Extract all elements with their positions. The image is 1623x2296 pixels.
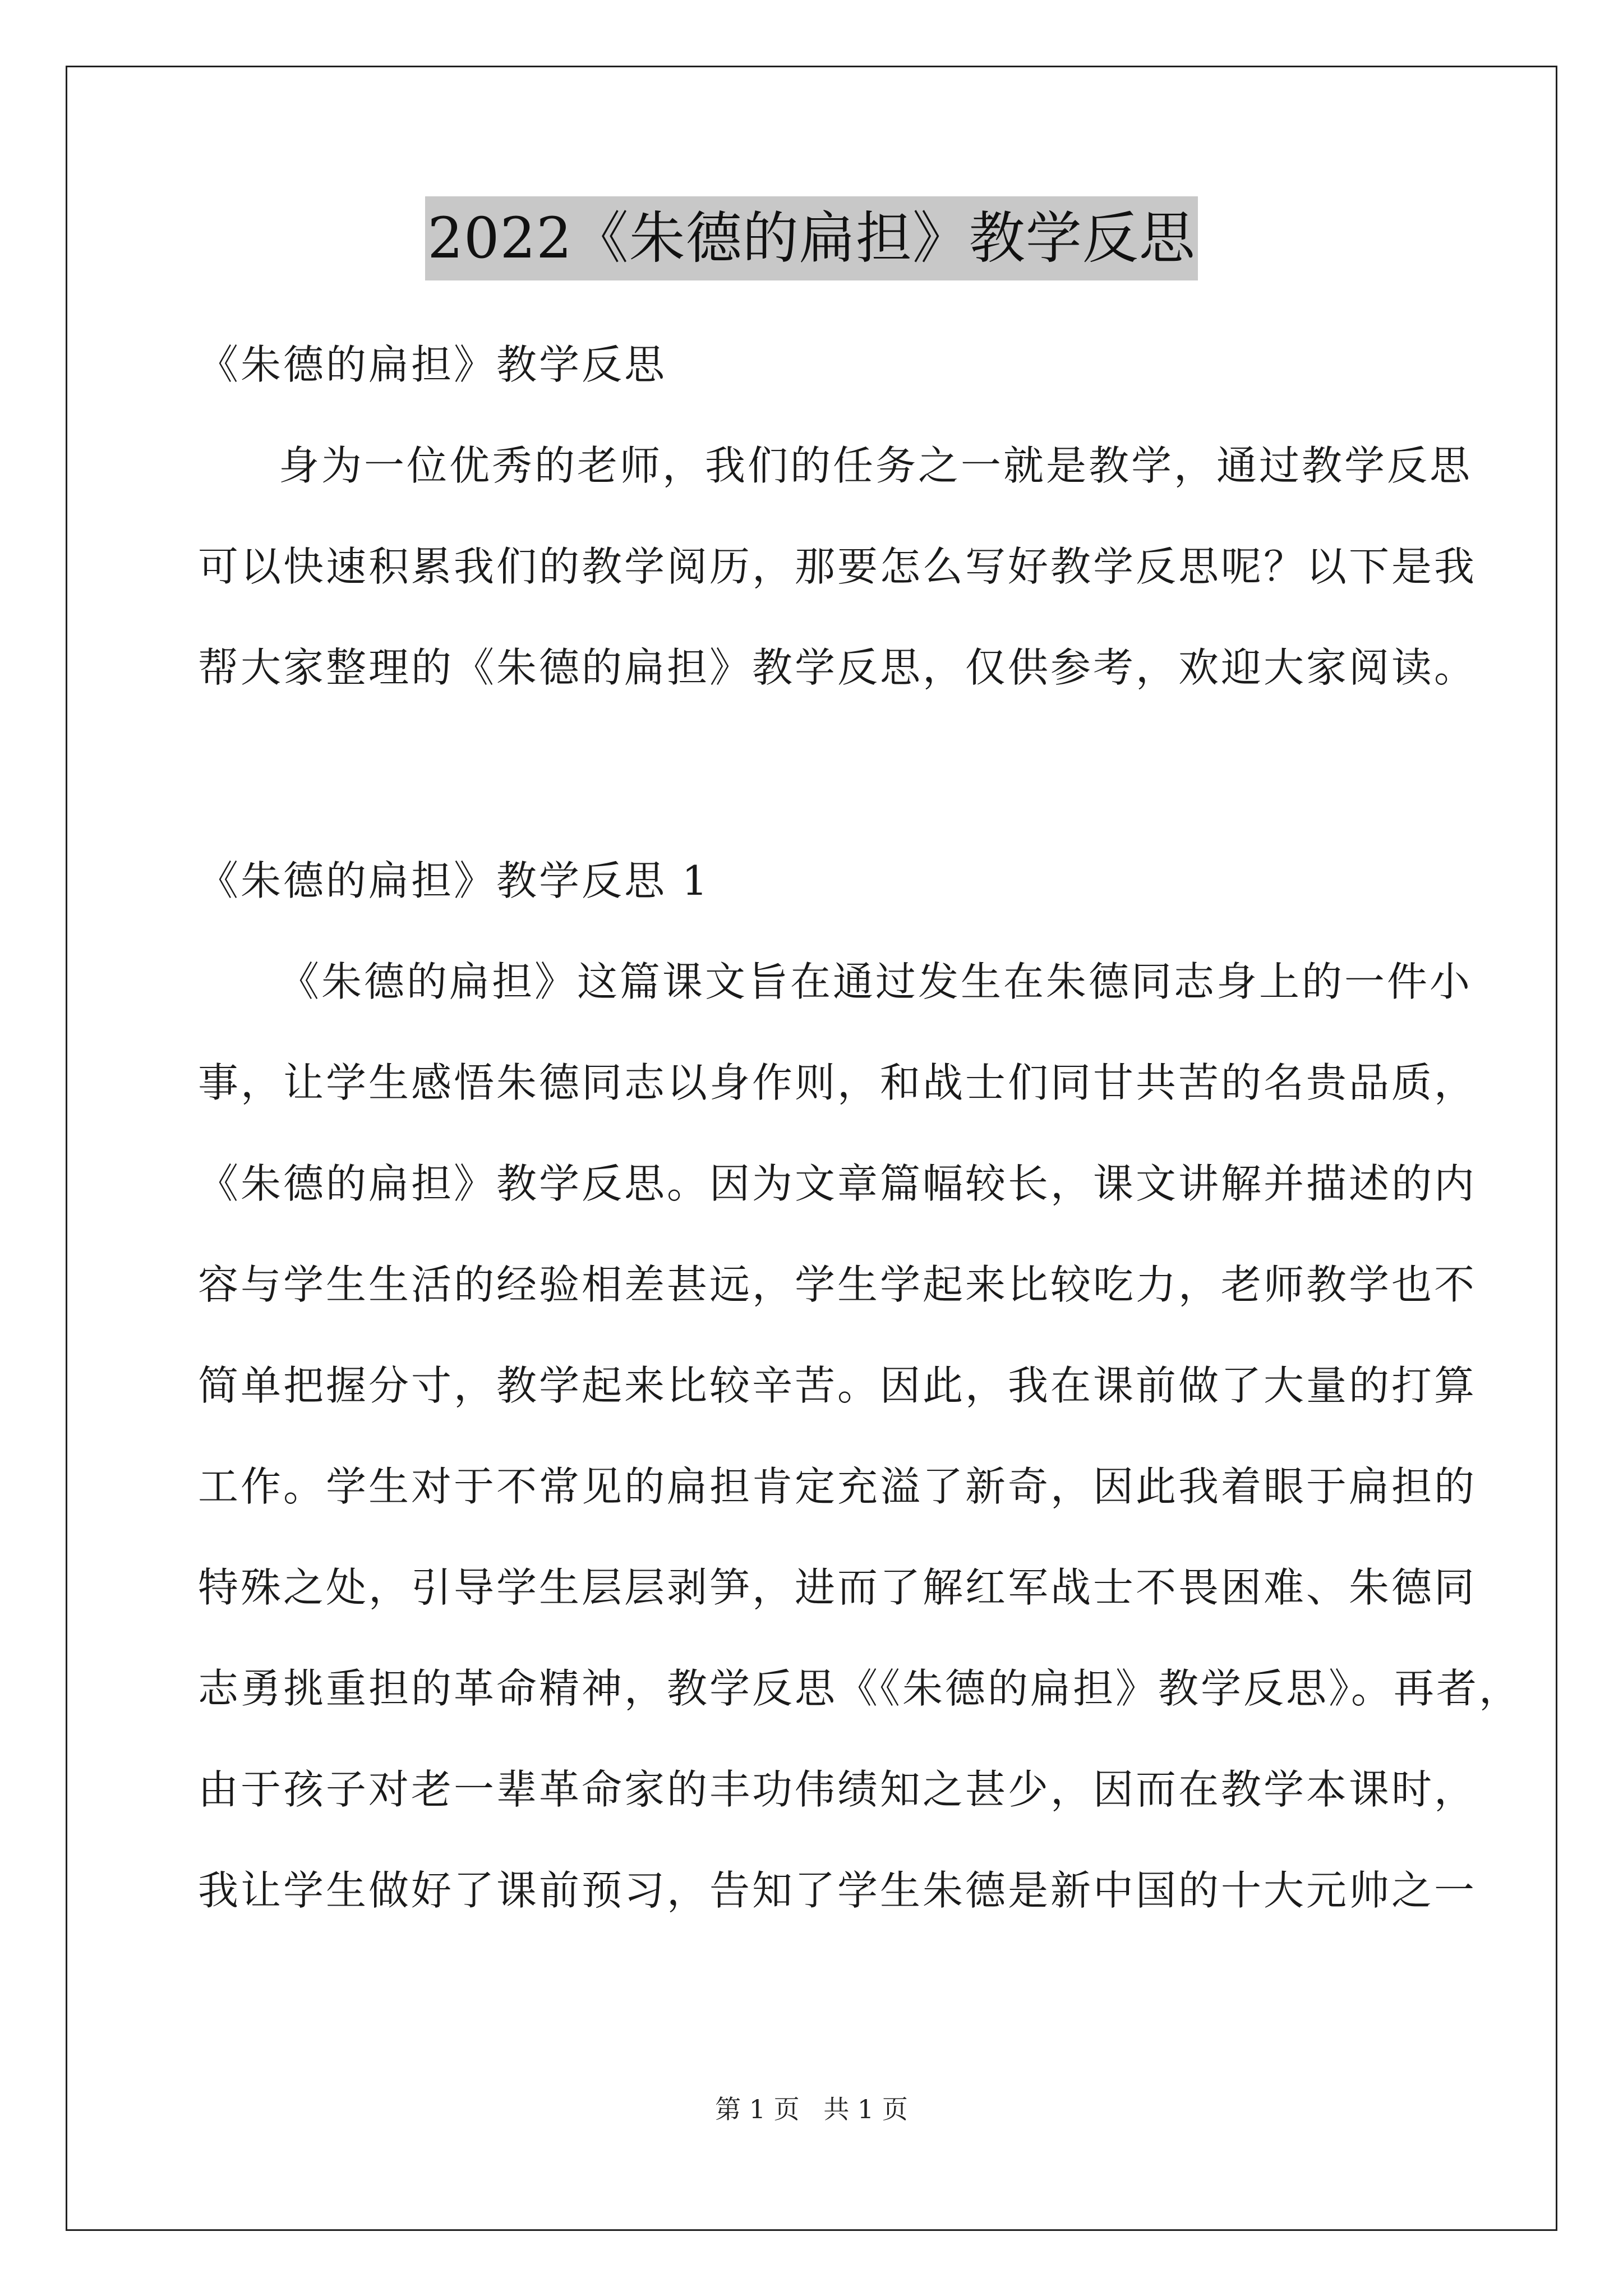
title-wrapper xyxy=(0,196,1623,280)
intro-line: 帮大家整理的《朱德的扁担》教学反思，仅供参考，欢迎大家阅读。 xyxy=(198,644,1477,691)
body-line: 《朱德的扁担》这篇课文旨在通过发生在朱德同志身上的一件小 xyxy=(279,958,1473,1005)
body-line: 简单把握分寸，教学起来比较辛苦。因此，我在课前做了大量的打算 xyxy=(198,1362,1477,1409)
body-line: 特殊之处，引导学生层层剥笋，进而了解红军战士不畏困难、朱德同 xyxy=(198,1564,1477,1611)
body-line: 《朱德的扁担》教学反思。因为文章篇幅较长，课文讲解并描述的内 xyxy=(198,1160,1477,1207)
body-line: 由于孩子对老一辈革命家的丰功伟绩知之甚少，因而在教学本课时， xyxy=(198,1766,1477,1813)
section-heading: 《朱德的扁担》教学反思 1 xyxy=(198,857,710,904)
intro-line: 身为一位优秀的老师，我们的任务之一就是教学，通过教学反思 xyxy=(279,442,1473,489)
body-line: 事，让学生感悟朱德同志以身作则，和战士们同甘共苦的名贵品质， xyxy=(198,1059,1477,1106)
document-title: 2022《朱德的扁担》教学反思 xyxy=(425,196,1198,280)
page-total: 共 1 页 xyxy=(823,2094,908,2124)
page-number: 第 1 页 xyxy=(715,2094,800,2124)
page-footer xyxy=(0,2092,1623,2126)
body-line: 容与学生生活的经验相差甚远，学生学起来比较吃力，老师教学也不 xyxy=(198,1261,1477,1308)
body-line: 志勇挑重担的革命精神，教学反思《《朱德的扁担》教学反思》。再者， xyxy=(198,1665,1522,1712)
body-line: 我让学生做好了课前预习，告知了学生朱德是新中国的十大元帅之一 xyxy=(198,1867,1477,1914)
document-body xyxy=(198,314,1522,1941)
intro-line: 可以快速积累我们的教学阅历，那要怎么写好教学反思呢？以下是我 xyxy=(198,543,1477,590)
subtitle: 《朱德的扁担》教学反思 xyxy=(198,341,667,388)
body-line: 工作。学生对于不常见的扁担肯定充溢了新奇，因此我着眼于扁担的 xyxy=(198,1463,1477,1510)
paragraph-gap xyxy=(198,718,1454,830)
